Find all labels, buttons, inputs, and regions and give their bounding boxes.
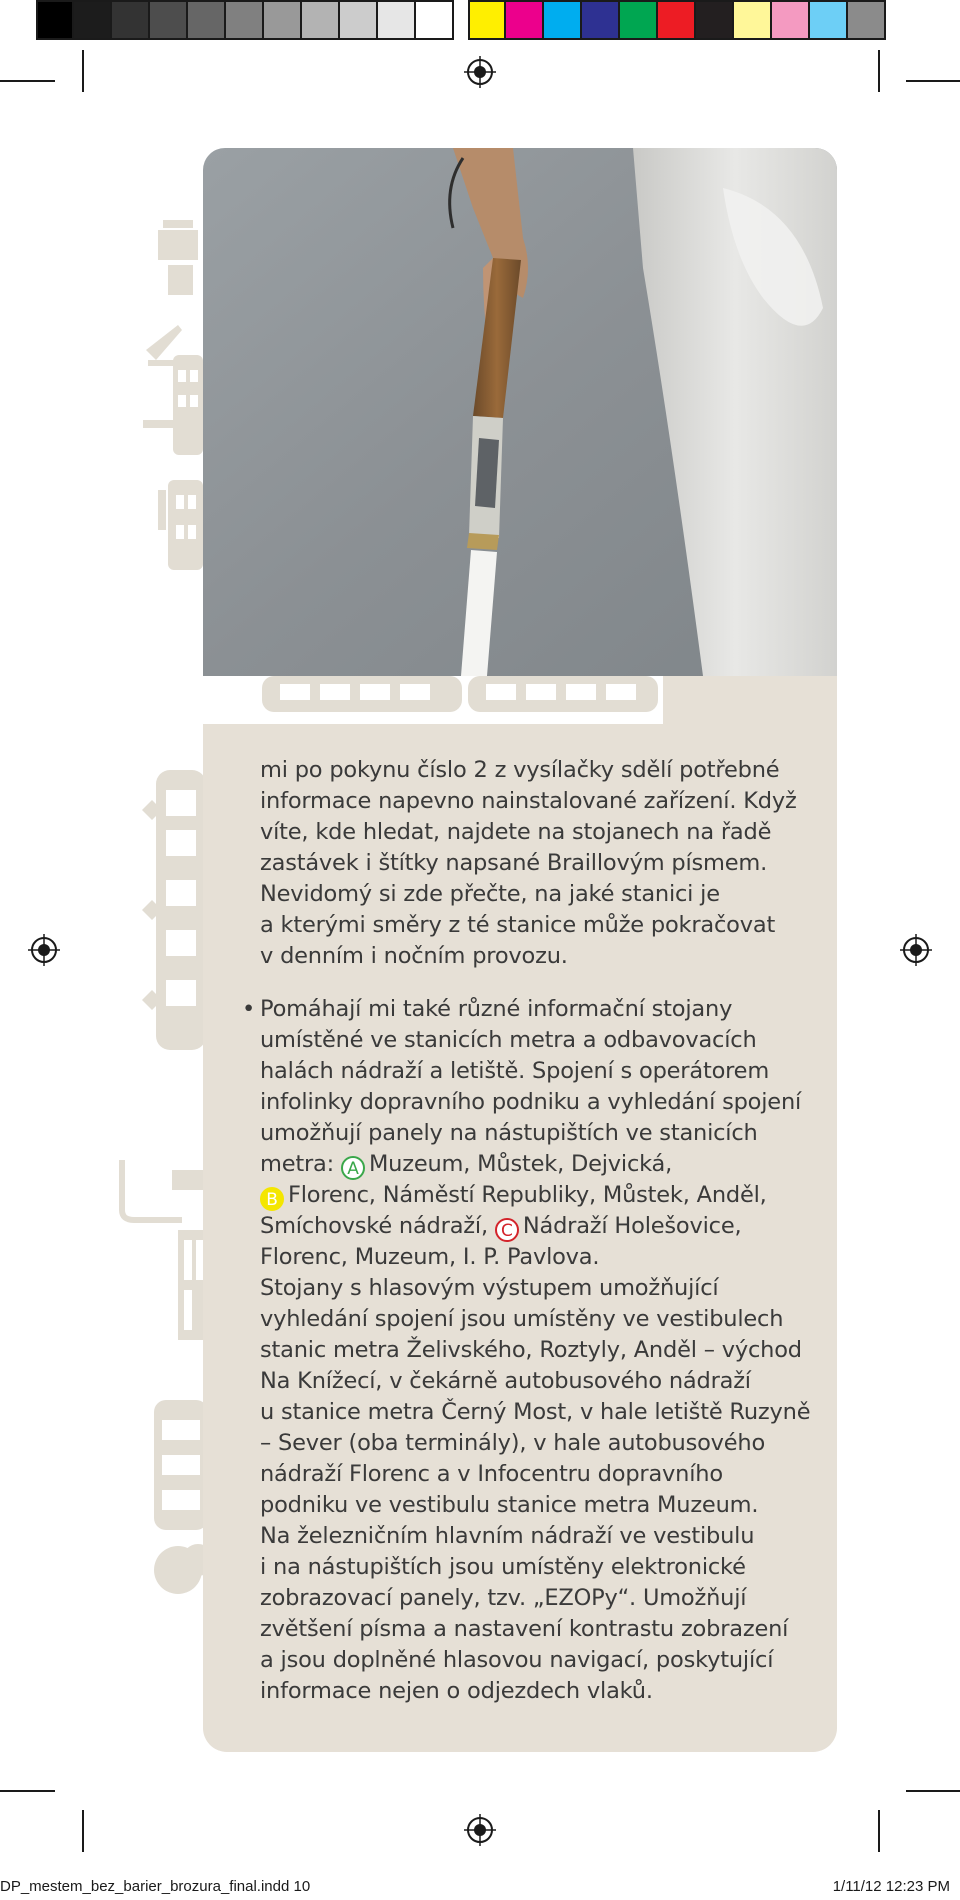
color-swatch — [506, 0, 544, 40]
registration-mark-icon — [464, 56, 496, 88]
body-text — [242, 755, 820, 1707]
text-line: a kterými směry z té stanice může pokračovat — [260, 912, 776, 938]
metro-line-c-line: Smíchovské nádraží, C Nádraží Holešovice, — [260, 1213, 742, 1241]
crop-mark — [0, 80, 55, 82]
color-swatch — [150, 0, 188, 40]
text-line: Na Knížecí, v čekárně autobusového nádraží — [260, 1368, 751, 1394]
bullet-paragraph-info-stands — [242, 994, 820, 1707]
bullet: • — [242, 996, 256, 1022]
metro-line-c-icon: C — [495, 1218, 519, 1242]
panel-corner — [203, 724, 263, 784]
color-swatch — [226, 0, 264, 40]
registration-mark-icon — [28, 934, 60, 966]
text-line: a jsou doplněné hlasovou navigací, poskytující — [260, 1647, 774, 1673]
text-line: Pomáhají mi také různé informační stojany — [260, 996, 733, 1022]
crop-mark — [82, 50, 84, 92]
color-swatch — [378, 0, 416, 40]
metro-line-a-icon: A — [341, 1156, 365, 1180]
crop-mark — [0, 1790, 55, 1792]
crop-mark — [82, 1810, 84, 1852]
city-silhouette-icon — [138, 210, 208, 570]
color-swatch — [658, 0, 696, 40]
color-swatch — [340, 0, 378, 40]
text-line: Stojany s hlasovým výstupem umožňující — [260, 1275, 719, 1301]
text-line: informace napevno nainstalované zařízení. Když — [260, 788, 797, 814]
text-line: Nevidomý si zde přečte, na jaké stanici je — [260, 881, 720, 907]
color-swatch — [416, 0, 454, 40]
file-slug: DP_mestem_bez_barier_brozura_final.indd 10 — [0, 1878, 311, 1895]
text-line: informace nejen o odjezdech vlaků. — [260, 1678, 653, 1704]
metro-line-b-icon: B — [260, 1187, 284, 1211]
color-swatch — [848, 0, 886, 40]
color-swatch — [772, 0, 810, 40]
date-slug: 1/11/12 12:23 PM — [832, 1878, 950, 1895]
color-swatch — [696, 0, 734, 40]
text-line: i na nástupištích jsou umístěny elektronické — [260, 1554, 746, 1580]
crop-mark — [906, 1790, 960, 1792]
text-line: infolinky dopravního podniku a vyhledání spojení — [260, 1089, 802, 1115]
text-line: zobrazovací panely, tzv. „EZOPy“. Umožňují — [260, 1585, 747, 1611]
text-line: nádraží Florenc a v Infocentru dopravního — [260, 1461, 723, 1487]
text-line: Florenc, Muzeum, I. P. Pavlova. — [260, 1244, 600, 1270]
bus-silhouette-icon — [150, 1400, 208, 1600]
color-swatch — [544, 0, 582, 40]
color-swatch — [468, 0, 506, 40]
text-line: halách nádraží a letiště. Spojení s operátorem — [260, 1058, 770, 1084]
color-swatch — [112, 0, 150, 40]
text-line: v denním i nočním provozu. — [260, 943, 568, 969]
registration-mark-icon — [900, 934, 932, 966]
text-line: zastávek i štítky napsané Braillovým písmem. — [260, 850, 768, 876]
color-swatch — [36, 0, 74, 40]
white-cane-photo — [203, 148, 837, 676]
text-line: umožňují panely na nástupištích ve stanicích — [260, 1120, 758, 1146]
text-line: mi po pokynu číslo 2 z vysílačky sdělí potřebné — [260, 757, 780, 783]
registration-mark-icon — [464, 1814, 496, 1846]
paragraph-braille-info — [260, 755, 820, 972]
text-line: víte, kde hledat, najdete na stojanech na řadě — [260, 819, 772, 845]
text-line: vyhledání spojení jsou umístěny ve vestibulech — [260, 1306, 784, 1332]
train-strip-icon — [262, 672, 662, 718]
text-line: stanic metra Želivského, Roztyly, Anděl – východ — [260, 1337, 802, 1363]
train-silhouette-icon — [138, 770, 208, 1060]
color-swatch — [74, 0, 112, 40]
crop-mark — [906, 80, 960, 82]
text-line: u stanice metra Černý Most, v hale letiště Ruzyně — [260, 1399, 811, 1425]
color-swatch — [810, 0, 848, 40]
text-line: podniku ve vestibulu stanice metra Muzeum. — [260, 1492, 759, 1518]
metro-line-b-line: B Florenc, Náměstí Republiky, Můstek, Anděl, — [260, 1180, 820, 1211]
metro-line-a-line: metra: A Muzeum, Můstek, Dejvická, — [260, 1151, 673, 1179]
color-swatch — [620, 0, 658, 40]
crop-mark — [878, 1810, 880, 1852]
color-swatch — [582, 0, 620, 40]
text-line: zvětšení písma a nastavení kontrastu zobrazení — [260, 1616, 789, 1642]
color-swatch — [734, 0, 772, 40]
color-swatch — [302, 0, 340, 40]
text-line: umístěné ve stanicích metra a odbavovacích — [260, 1027, 757, 1053]
print-color-bar — [36, 0, 886, 40]
color-swatch — [264, 0, 302, 40]
crop-mark — [878, 50, 880, 92]
tram-silhouette-icon — [112, 1160, 208, 1340]
text-line: Na železničním hlavním nádraží ve vestibulu — [260, 1523, 755, 1549]
color-swatch — [188, 0, 226, 40]
text-line: – Sever (oba terminály), v hale autobusového — [260, 1430, 766, 1456]
